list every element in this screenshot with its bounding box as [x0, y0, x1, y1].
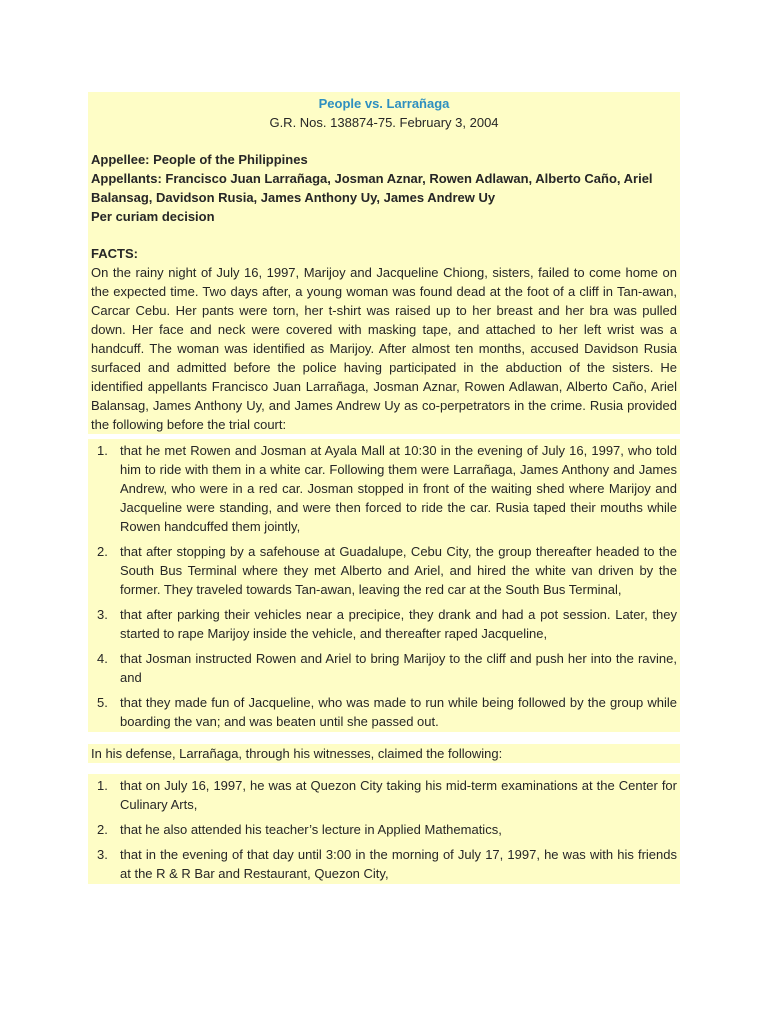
list-item: 3. that after parking their vehicles near a precipice, they drank and had a pot session. Later, they started to rape Marijoy inside the vehicle, and thereafter raped Jacqueline, — [97, 607, 677, 641]
appellee-line: Appellee: People of the Philippines — [91, 152, 308, 167]
defense-intro: In his defense, Larrañaga, through his witnesses, claimed the following: — [88, 744, 680, 763]
decision-line: Per curiam decision — [91, 209, 215, 224]
facts-paragraph: On the rainy night of July 16, 1997, Marijoy and Jacqueline Chiong, sisters, failed to come home on the expected time. Two days after, a young woman was found dead at the foot of a cliff in Tan-awan, Carcar Cebu. Her pants were torn, her t-shirt was raised up to her breast and her bra was pulled down. Her face and neck were covered with masking tape, and attached to her left wrist was a handcuff. The woman was identified as Marijoy. After almost ten months, accused Davidson Rusia surfaced and admitted before the police having participated in the abduction of the sisters. He identified appellants Francisco Juan Larrañaga, Josman Aznar, Rowen Adlawan, Alberto Caño, Ariel Balansag, James Anthony Uy, and James Andrew Uy as co-perpetrators in the crime. Rusia provided the following before the trial court: — [91, 265, 677, 432]
case-title: People vs. Larrañaga — [318, 96, 450, 111]
defense-list — [88, 774, 680, 884]
document-page — [88, 92, 680, 884]
rusia-testimony-list — [88, 439, 680, 732]
header-block — [88, 92, 680, 434]
list-item: 2. that he also attended his teacher’s lecture in Applied Mathematics, — [97, 822, 502, 837]
list-item: 1. that on July 16, 1997, he was at Quezon City taking his mid-term examinations at the Center for Culinary Arts, — [97, 778, 677, 812]
case-citation: G.R. Nos. 138874-75. February 3, 2004 — [269, 115, 499, 130]
facts-heading: FACTS: — [91, 246, 138, 261]
list-item: 4. that Josman instructed Rowen and Ariel to bring Marijoy to the cliff and push her into the ravine, and — [97, 651, 677, 685]
appellants-line: Appellants: Francisco Juan Larrañaga, Josman Aznar, Rowen Adlawan, Alberto Caño, Ariel Balansag, Davidson Rusia, James Anthony Uy, James Andrew Uy — [91, 171, 653, 205]
list-item: 2. that after stopping by a safehouse at Guadalupe, Cebu City, the group thereafter headed to the South Bus Terminal where they met Alberto and Ariel, and hired the white van driven by the former. They traveled towards Tan-awan, leaving the red car at the South Bus Terminal, — [97, 544, 677, 597]
list-item: 5. that they made fun of Jacqueline, who was made to run while being followed by the group while boarding the van; and was beaten until she passed out. — [97, 695, 677, 729]
list-item: 3. that in the evening of that day until 3:00 in the morning of July 17, 1997, he was with his friends at the R & R Bar and Restaurant, Quezon City, — [97, 847, 677, 881]
list-item: 1. that he met Rowen and Josman at Ayala Mall at 10:30 in the evening of July 16, 1997, who told him to ride with them in a white car. Following them were Larrañaga, James Anthony and James Andrew, who were in a red car. Josman stopped in front of the waiting shed where Marijoy and Jacqueline were standing, and were then forced to ride the car. Rusia taped their mouths while Rowen handcuffed them jointly, — [97, 443, 677, 534]
